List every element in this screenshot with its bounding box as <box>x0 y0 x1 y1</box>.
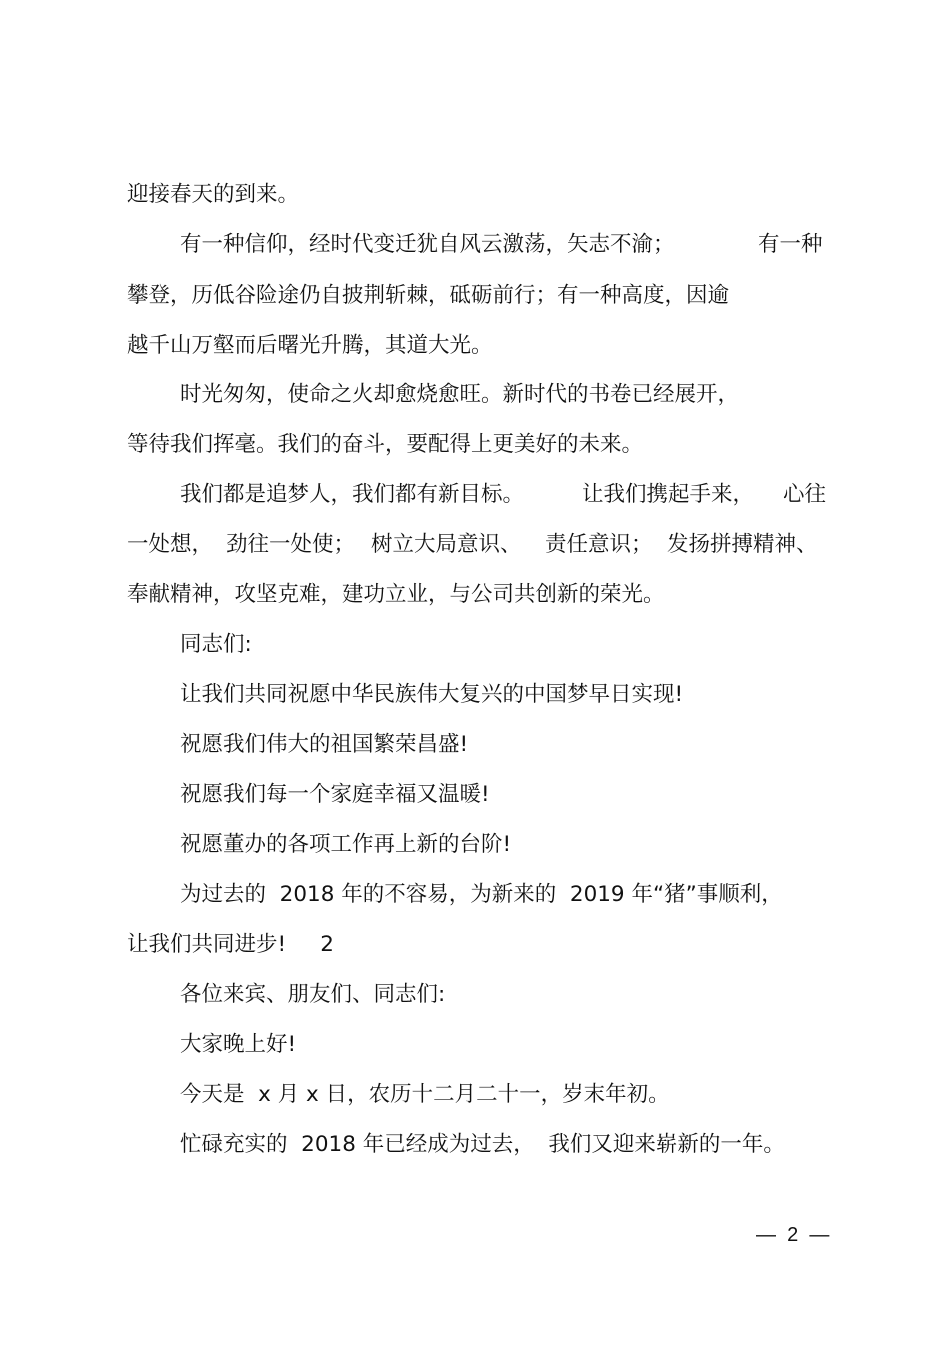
paragraph-line: 祝愿我们每一个家庭幸福又温暖! <box>180 782 490 807</box>
paragraph-line: 树立大局意识、 <box>371 532 522 557</box>
paragraph-line: 祝愿董办的各项工作再上新的台阶! <box>180 832 512 857</box>
paragraph-line: 发扬拼搏精神、 <box>667 532 818 557</box>
paragraph-line: 劲往一处使； <box>226 532 356 557</box>
paragraph-line: 为过去的 2018 年的不容易，为新来的 2019 年“猪”事顺利， <box>180 882 783 907</box>
paragraph-line: 各位来宾、朋友们、同志们: <box>180 982 446 1007</box>
paragraph-line: 有一种信仰，经时代变迁犹自风云激荡，矢志不渝； <box>180 232 675 257</box>
paragraph-line: 时光匆匆，使命之火却愈烧愈旺。新时代的书卷已经展开， <box>180 382 740 407</box>
paragraph-line: 责任意识； <box>545 532 653 557</box>
paragraph-line: 忙碌充实的 2018 年已经成为过去， 我们又迎来崭新的一年。 <box>180 1132 785 1157</box>
paragraph-line: 等待我们挥毫。我们的奋斗，要配得上更美好的未来。 <box>127 432 644 457</box>
paragraph-line: 一处想， <box>127 532 214 557</box>
paragraph-line: 迎接春天的到来。 <box>127 182 300 207</box>
paragraph-line: 攀登，历低谷险途仍自披荆斩棘，砥砺前行；有一种高度，因逾 <box>127 283 730 308</box>
paragraph-line: 越千山万壑而后曙光升腾，其道大光。 <box>127 333 493 358</box>
page-number: — 2 — <box>756 1224 830 1246</box>
paragraph-line: 让我们携起手来， <box>582 482 755 507</box>
paragraph-line: 心往 <box>783 482 827 507</box>
paragraph-line: 有一种 <box>758 232 823 257</box>
paragraph-line: 我们都是追梦人，我们都有新目标。 <box>180 482 525 507</box>
paragraph-line: 今天是 x 月 x 日，农历十二月二十一，岁末年初。 <box>180 1082 670 1107</box>
paragraph-line: 祝愿我们伟大的祖国繁荣昌盛! <box>180 732 469 757</box>
paragraph-line: 大家晚上好! <box>180 1032 297 1057</box>
paragraph-line: 奉献精神，攻坚克难，建功立业，与公司共创新的荣光。 <box>127 582 665 607</box>
paragraph-line: 让我们共同进步! 2 <box>127 932 334 957</box>
paragraph-line: 同志们: <box>180 632 252 657</box>
paragraph-line: 让我们共同祝愿中华民族伟大复兴的中国梦早日实现! <box>180 682 684 707</box>
